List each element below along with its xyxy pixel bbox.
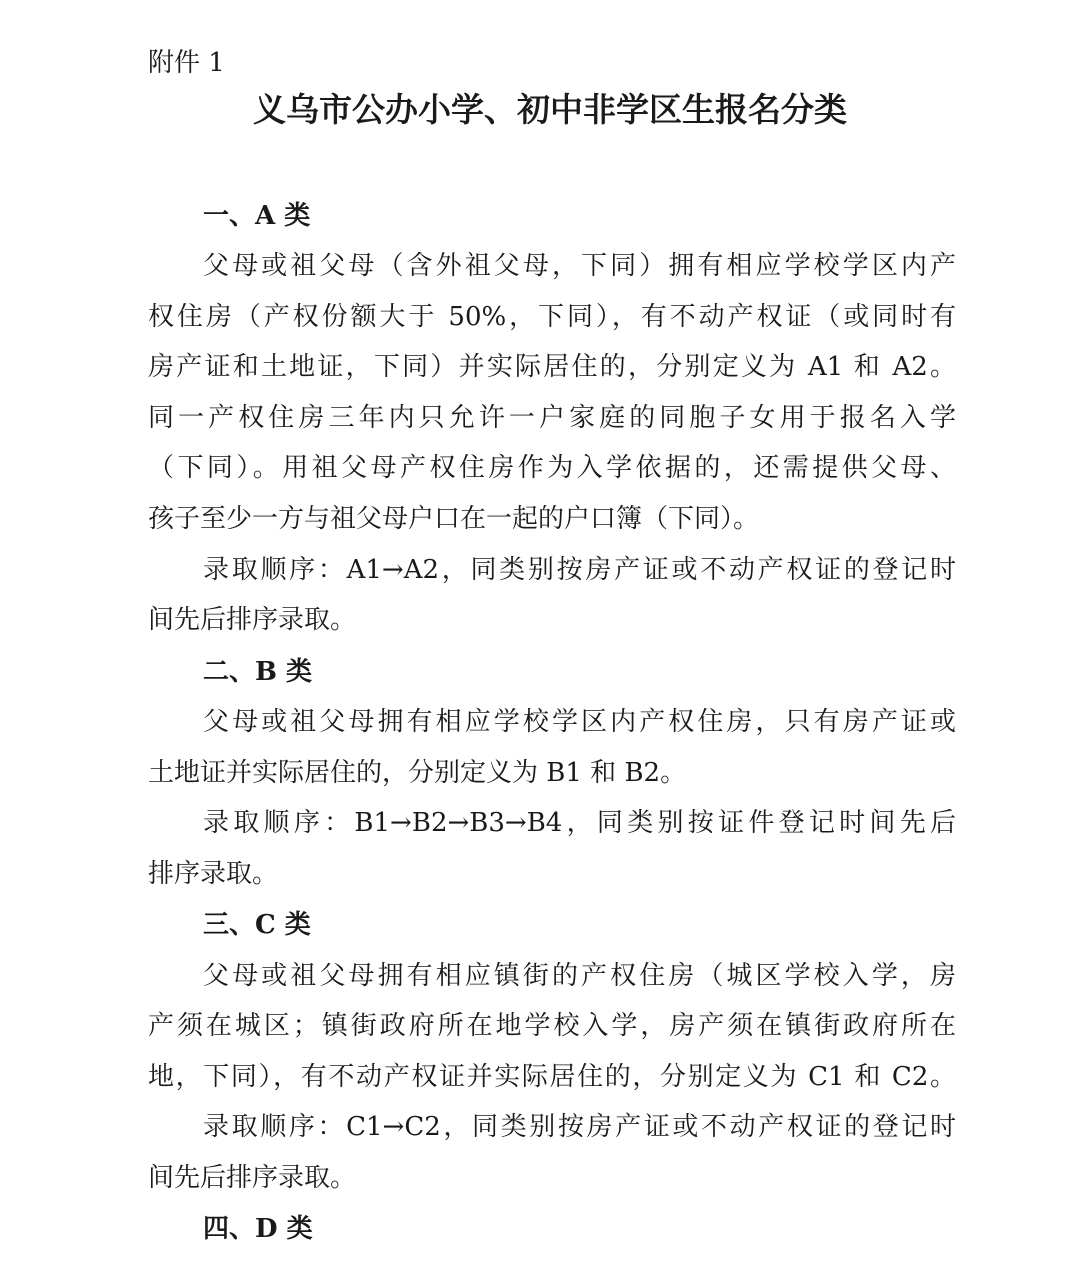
paragraph-line: 孩子至少一方与祖父母户口在一起的户口簿（下同）。 bbox=[148, 504, 760, 534]
section-heading-d: 四、D 类 bbox=[203, 1214, 313, 1244]
admission-order-line: 间先后排序录取。 bbox=[148, 1163, 357, 1193]
admission-order-line: 录取顺序：A1→A2，同类别按房产证或不动产权证的登记时 bbox=[203, 555, 956, 585]
attachment-label: 附件 1 bbox=[148, 48, 225, 78]
section-heading-a: 一、A 类 bbox=[203, 201, 311, 231]
admission-order-line: 间先后排序录取。 bbox=[148, 605, 357, 635]
paragraph-line: 同一产权住房三年内只允许一户家庭的同胞子女用于报名入学 bbox=[148, 403, 956, 433]
admission-order-line: 录取顺序：B1→B2→B3→B4，同类别按证件登记时间先后 bbox=[203, 808, 956, 838]
section-heading-c: 三、C 类 bbox=[203, 910, 311, 940]
paragraph-line: 权住房（产权份额大于 50%，下同），有不动产权证（或同时有 bbox=[148, 302, 956, 332]
paragraph-line: 父母或祖父母拥有相应镇街的产权住房（城区学校入学，房 bbox=[203, 961, 956, 991]
document-title: 义乌市公办小学、初中非学区生报名分类 bbox=[253, 90, 847, 129]
section-heading-b: 二、B 类 bbox=[203, 657, 313, 687]
paragraph-line: （下同）。用祖父母产权住房作为入学依据的，还需提供父母、 bbox=[148, 453, 956, 483]
paragraph-line: 父母或祖父母（含外祖父母，下同）拥有相应学校学区内产 bbox=[203, 251, 956, 281]
paragraph-line: 父母或祖父母拥有相应学校学区内产权住房，只有房产证或 bbox=[203, 707, 956, 737]
paragraph-line: 房产证和土地证，下同）并实际居住的，分别定义为 A1 和 A2。 bbox=[148, 352, 956, 382]
admission-order-line: 录取顺序：C1→C2，同类别按房产证或不动产权证的登记时 bbox=[203, 1112, 956, 1142]
admission-order-line: 排序录取。 bbox=[148, 859, 279, 889]
paragraph-line: 地，下同），有不动产权证并实际居住的，分别定义为 C1 和 C2。 bbox=[148, 1062, 956, 1092]
paragraph-line: 产须在城区；镇街政府所在地学校入学，房产须在镇街政府所在 bbox=[148, 1011, 956, 1041]
paragraph-line: 土地证并实际居住的，分别定义为 B1 和 B2。 bbox=[148, 758, 687, 788]
